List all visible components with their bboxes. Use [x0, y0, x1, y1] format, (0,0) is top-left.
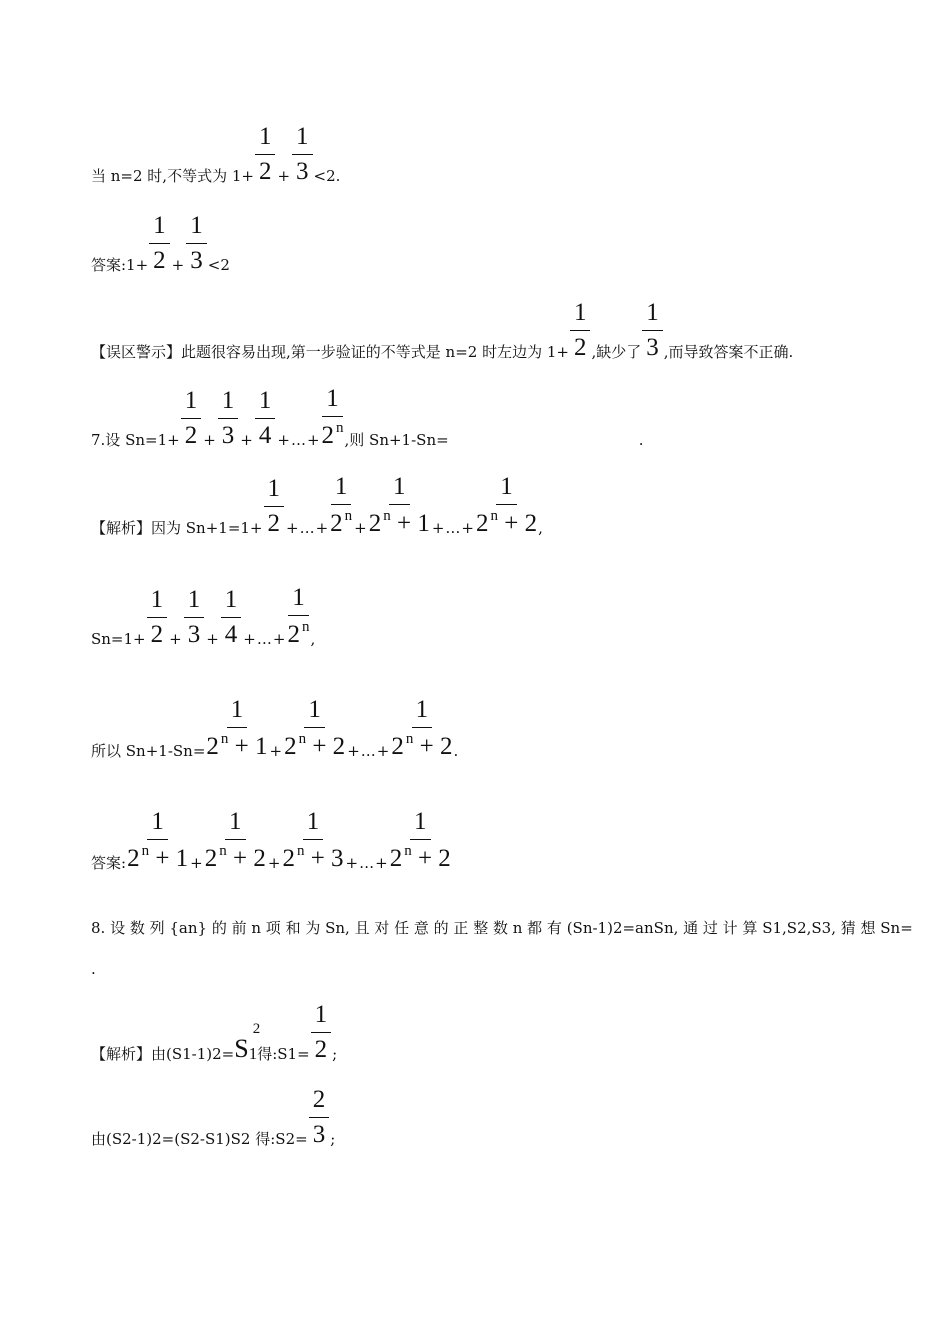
fraction: $\frac{1}{2 ^n + 1}$: [127, 808, 189, 872]
n2-inequality-line: 当 n=2 时,不等式为 1+ $\frac{1}{2}$ + $\frac{1}{3}$ <2.: [91, 123, 341, 185]
fraction: $\frac{1}{2}$: [311, 1002, 332, 1062]
line-text: <2.: [313, 167, 341, 185]
fraction: $\frac{1}{3}$: [186, 213, 207, 273]
fraction: $\frac{1}{4}$: [221, 587, 242, 647]
fraction: $\frac{1}{2}$: [181, 388, 202, 448]
fraction: $\frac{1}{4}$: [255, 388, 276, 448]
question-7: 7.设 Sn=1+ $\frac{1}{2}$ + $\frac{1}{3}$ + $\frac{1}{4}$ + … + $\frac{1}{2 ^n}$ ,则 Sn+1-Sn= .: [91, 385, 644, 449]
solution-8-line-2: 由(S2-1)2=(S2-S1)S2 得:S2= $\frac{2}{3}$ ;: [91, 1086, 336, 1148]
question-8: 8. 设 数 列 {an} 的 前 n 项 和 为 Sn, 且 对 任 意 的 正 整 数 n 都 有 (Sn-1)2=anSn, 通 过 计 算 S1,S2,S3, 猜 想 Sn= .: [91, 919, 913, 978]
fraction: $\frac{1}{2 ^n + 2}$: [391, 696, 453, 760]
fraction: $\frac{1}{2 ^n}$: [287, 584, 310, 648]
fraction: $\frac{1}{2}$: [570, 300, 591, 360]
answer-line-6: 答案:1+ $\frac{1}{2}$ + $\frac{1}{3}$ <2: [91, 212, 230, 274]
fraction: $\frac{1}{2 ^n + 2}$: [204, 808, 266, 872]
mistake-warning-line: 【误区警示】此题很容易出现,第一步验证的不等式是 n=2 时左边为 1+ $\frac{1}{2}$ ,缺少了 $\frac{1}{3}$ ,而导致答案不正确.: [91, 299, 794, 361]
fraction: $\frac{1}{3}$: [642, 300, 663, 360]
fraction: $\frac{1}{2}$: [147, 587, 168, 647]
fraction: $\frac{1}{3}$: [218, 388, 239, 448]
fraction: $\frac{1}{2 ^n}$: [330, 473, 353, 537]
fraction: $\frac{1}{2 ^n + 1}$: [206, 696, 268, 760]
s1-squared: S 2 $_1$: [234, 1021, 261, 1063]
fraction: $\frac{2}{3}$: [309, 1087, 330, 1147]
line-text: 当 n=2 时,不等式为 1+: [91, 167, 254, 185]
fraction: $\frac{1}{2}$: [264, 476, 285, 536]
fraction: $\frac{1}{3}$: [184, 587, 205, 647]
fraction: $\frac{1}{2 ^n}$: [321, 385, 344, 449]
solution-7-line-2: Sn=1+ $\frac{1}{2}$ + $\frac{1}{3}$ + $\frac{1}{4}$ + … + $\frac{1}{2 ^n}$ ,: [91, 584, 316, 648]
fraction: $\frac{1}{2 ^n + 2}$: [476, 473, 538, 537]
solution-7-line-1: 【解析】因为 Sn+1=1+ $\frac{1}{2}$ + … + $\frac{1}{2 ^n}$ + $\frac{1}{2 ^n + 1}$ + … + $\frac{1}{2 ^n + 2}$ ,: [91, 473, 543, 537]
fraction: $\frac{1}{2}$: [255, 124, 276, 184]
solution-8-line-1: 【解析】由(S1-1)2= S 2 $_1$ 得:S1= $\frac{1}{2}$ ;: [91, 1001, 338, 1063]
solution-7-line-3: 所以 Sn+1-Sn= $\frac{1}{2 ^n + 1}$ + $\frac{1}{2 ^n + 2}$ + … + $\frac{1}{2 ^n + 2}$ .: [91, 696, 459, 760]
fraction: $\frac{1}{2 ^n + 2}$: [284, 696, 346, 760]
fraction: $\frac{1}{2 ^n + 3}$: [282, 808, 344, 872]
fraction: $\frac{1}{2}$: [149, 213, 170, 273]
answer-7: 答案: $\frac{1}{2 ^n + 1}$ + $\frac{1}{2 ^n + 2}$ + $\frac{1}{2 ^n + 3}$ + … + $\frac{1}{2 ^n + 2}$: [91, 808, 451, 872]
fraction: $\frac{1}{3}$: [292, 124, 313, 184]
fraction: $\frac{1}{2 ^n + 2}$: [389, 808, 451, 872]
fraction: $\frac{1}{2 ^n + 1}$: [368, 473, 430, 537]
